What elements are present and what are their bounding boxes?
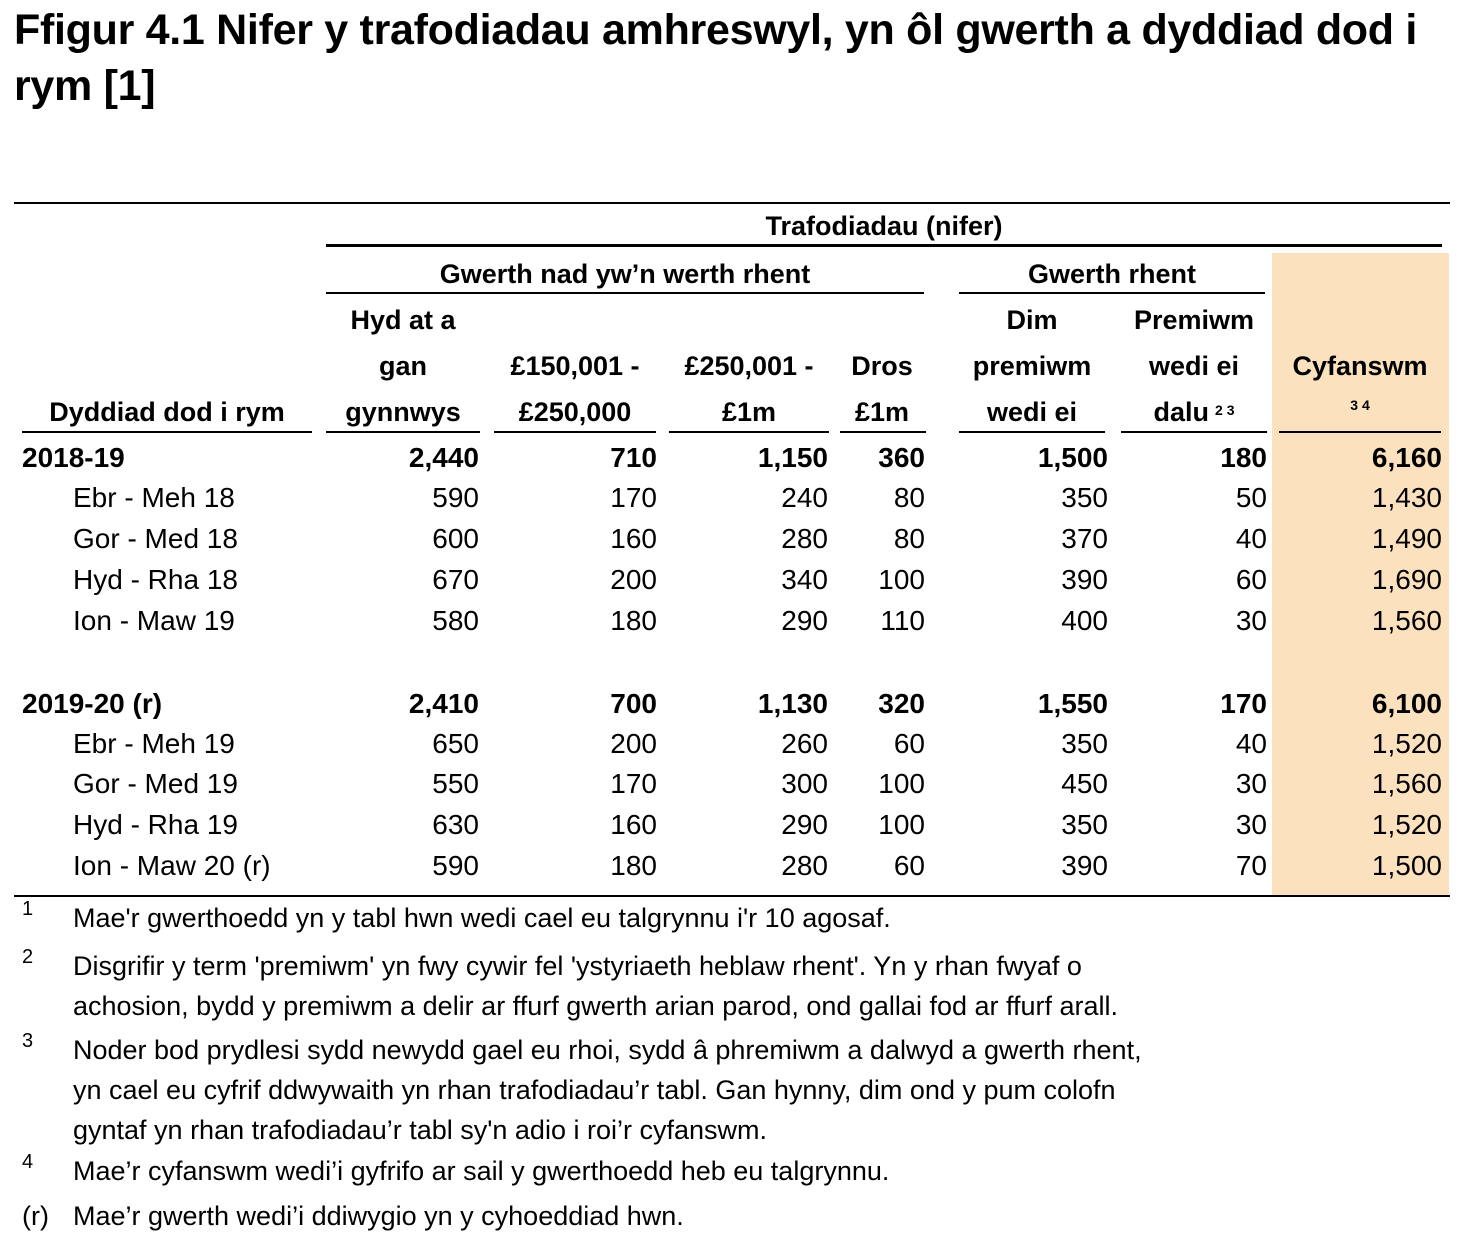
cell-total: 1,520 [1371,809,1442,840]
header-group-non-rent-rule [326,292,924,294]
header-group-transactions-rule [326,244,1442,247]
header-col-up-to-line2: gan [378,351,427,381]
header-col-up-to-line1: Hyd at a [350,305,456,335]
header-col-over-1m-line2: £1m [854,397,910,427]
header-col-total-sup [1279,392,1441,422]
header-col-150k-line1: £150,001 - [510,351,640,381]
cell-250k-1m: 290 [781,809,828,840]
row-label-quarter: Hyd - Rha 18 [73,564,238,595]
cell-over-1m: 60 [893,728,925,759]
cell-premium-paid: 180 [1220,442,1267,473]
header-underline [840,431,926,433]
cell-no-premium: 370 [1061,523,1108,554]
table-top-rule [14,202,1450,204]
cell-premium-paid: 30 [1235,768,1267,799]
header-col-250k-line1: £250,001 - [684,351,814,381]
row-label-quarter: Gor - Med 19 [73,768,238,799]
cell-premium-paid: 60 [1235,564,1267,595]
header-col-premium-paid-text: dalu [1153,397,1210,427]
cell-up-to: 630 [432,809,479,840]
footnote-text: Mae’r cyfanswm wedi’i gyfrifo ar sail y gwerthoedd heb eu talgrynnu. [73,1156,890,1186]
footnote-marker: 4 [22,1151,34,1173]
cell-250k-1m: 340 [781,564,828,595]
cell-150k-250k: 160 [610,523,657,554]
cell-up-to: 590 [432,482,479,513]
cell-no-premium: 400 [1061,605,1108,636]
header-underline [494,431,656,433]
header-col-up-to-line3: gynnwys [345,397,461,427]
cell-over-1m: 60 [893,850,925,881]
cell-up-to: 2,410 [408,688,479,719]
cell-150k-250k: 170 [610,768,657,799]
figure-title: Ffigur 4.1 Nifer y trafodiadau amhreswyl, yn ôl gwerth a dyddiad dod i rym [1] [14,6,1418,110]
header-row-label: Dyddiad dod i rym [49,397,285,427]
header-col-premium-paid-line2: wedi ei [1148,351,1240,381]
header-col-premium-paid-line1: Premiwm [1133,305,1255,335]
cell-over-1m: 100 [878,564,925,595]
cell-total: 1,560 [1371,605,1442,636]
cell-total: 6,160 [1371,442,1442,473]
cell-over-1m: 110 [880,605,925,636]
header-underline [959,431,1105,433]
header-group-non-rent-value: Gwerth nad yw’n werth rhent [439,259,811,289]
header-underline [22,431,312,433]
header-col-250k-line2: £1m [721,397,777,427]
footnote-text: gyntaf yn rhan trafodiadau’r tabl sy'n adio i roi’r cyfanswm. [73,1115,767,1145]
cell-premium-paid: 50 [1235,482,1267,513]
cell-150k-250k: 160 [610,809,657,840]
table-bottom-rule [14,895,1450,897]
header-col-no-premium-line1: Dim [1006,305,1058,335]
cell-premium-paid: 30 [1235,809,1267,840]
header-underline [326,431,480,433]
cell-up-to: 580 [432,605,479,636]
cell-up-to: 670 [432,564,479,595]
footnote-text: Disgrifir y term 'premiwm' yn fwy cywir fel 'ystyriaeth heblaw rhent'. Yn y rhan fwyaf o [73,951,1082,981]
cell-no-premium: 390 [1061,850,1108,881]
header-underline [669,431,829,433]
cell-total: 1,560 [1371,768,1442,799]
cell-no-premium: 350 [1061,728,1108,759]
footnote-text: Mae'r gwerthoedd yn y tabl hwn wedi cael eu talgrynnu i'r 10 agosaf. [73,903,891,933]
cell-250k-1m: 260 [781,728,828,759]
footnote-marker: 2 [22,946,34,968]
cell-250k-1m: 1,130 [757,688,828,719]
cell-no-premium: 350 [1061,809,1108,840]
cell-150k-250k: 200 [610,564,657,595]
header-group-transactions: Trafodiadau (nifer) [765,211,1003,241]
cell-premium-paid: 40 [1235,523,1267,554]
header-col-total-line1: Cyfanswm [1292,351,1428,381]
cell-150k-250k: 180 [610,605,657,636]
footnote-marker: 3 [22,1030,34,1052]
header-group-rent-value: Gwerth rhent [1027,259,1196,289]
footnote-ref: 2 3 [1215,402,1235,418]
footnote-marker: (r) [22,1201,49,1231]
header-underline [1121,431,1267,433]
cell-250k-1m: 280 [781,523,828,554]
cell-150k-250k: 200 [610,728,657,759]
header-col-premium-paid-line3 [1121,397,1267,427]
cell-total: 1,690 [1371,564,1442,595]
row-label-quarter: Gor - Med 18 [73,523,238,554]
row-label-quarter: Hyd - Rha 19 [73,809,238,840]
cell-premium-paid: 40 [1235,728,1267,759]
cell-250k-1m: 280 [781,850,828,881]
row-label-quarter: Ebr - Meh 19 [73,728,235,759]
cell-up-to: 2,440 [408,442,479,473]
cell-up-to: 650 [432,728,479,759]
row-label-quarter: Ebr - Meh 18 [73,482,235,513]
row-label-quarter: Ion - Maw 19 [73,605,235,636]
cell-over-1m: 360 [878,442,925,473]
cell-150k-250k: 170 [610,482,657,513]
cell-total: 1,520 [1371,728,1442,759]
cell-150k-250k: 700 [610,688,657,719]
row-label-year: 2018-19 [22,442,125,473]
cell-total: 1,430 [1371,482,1442,513]
cell-no-premium: 350 [1061,482,1108,513]
footnote-text: achosion, bydd y premiwm a delir ar ffurf gwerth arian parod, ond gallai fod ar ffurf arall. [73,991,1119,1021]
footnote-text: Mae’r gwerth wedi’i ddiwygio yn y cyhoeddiad hwn. [73,1201,684,1231]
header-col-no-premium-line3: wedi ei [986,397,1078,427]
header-col-over-1m-line1: Dros [851,351,913,381]
cell-up-to: 600 [432,523,479,554]
cell-total: 1,490 [1371,523,1442,554]
header-col-150k-line2: £250,000 [518,397,632,427]
cell-total: 6,100 [1371,688,1442,719]
cell-250k-1m: 300 [781,768,828,799]
cell-150k-250k: 710 [610,442,657,473]
cell-250k-1m: 240 [781,482,828,513]
footnote-text: yn cael eu cyfrif ddwywaith yn rhan trafodiadau’r tabl. Gan hynny, dim ond y pum colofn [73,1075,1116,1105]
cell-over-1m: 100 [878,809,925,840]
cell-no-premium: 1,550 [1037,688,1108,719]
cell-up-to: 590 [432,850,479,881]
cell-premium-paid: 70 [1235,850,1267,881]
cell-150k-250k: 180 [610,850,657,881]
row-label-year: 2019-20 (r) [22,688,163,719]
cell-premium-paid: 170 [1220,688,1267,719]
cell-over-1m: 320 [878,688,925,719]
cell-no-premium: 450 [1061,768,1108,799]
cell-total: 1,500 [1371,850,1442,881]
cell-over-1m: 80 [893,523,925,554]
header-col-no-premium-line2: premiwm [972,351,1092,381]
cell-no-premium: 1,500 [1037,442,1108,473]
cell-over-1m: 100 [878,768,925,799]
cell-250k-1m: 290 [781,605,828,636]
footnote-ref: 3 4 [1350,397,1370,413]
cell-250k-1m: 1,150 [757,442,828,473]
row-label-quarter: Ion - Maw 20 (r) [73,850,271,881]
cell-no-premium: 390 [1061,564,1108,595]
header-underline [1279,431,1441,433]
cell-over-1m: 80 [893,482,925,513]
cell-premium-paid: 30 [1235,605,1267,636]
footnote-text: Noder bod prydlesi sydd newydd gael eu rhoi, sydd â phremiwm a dalwyd a gwerth rhent, [73,1035,1142,1065]
header-group-rent-rule [959,292,1265,294]
cell-up-to: 550 [432,768,479,799]
footnote-marker: 1 [22,898,34,920]
